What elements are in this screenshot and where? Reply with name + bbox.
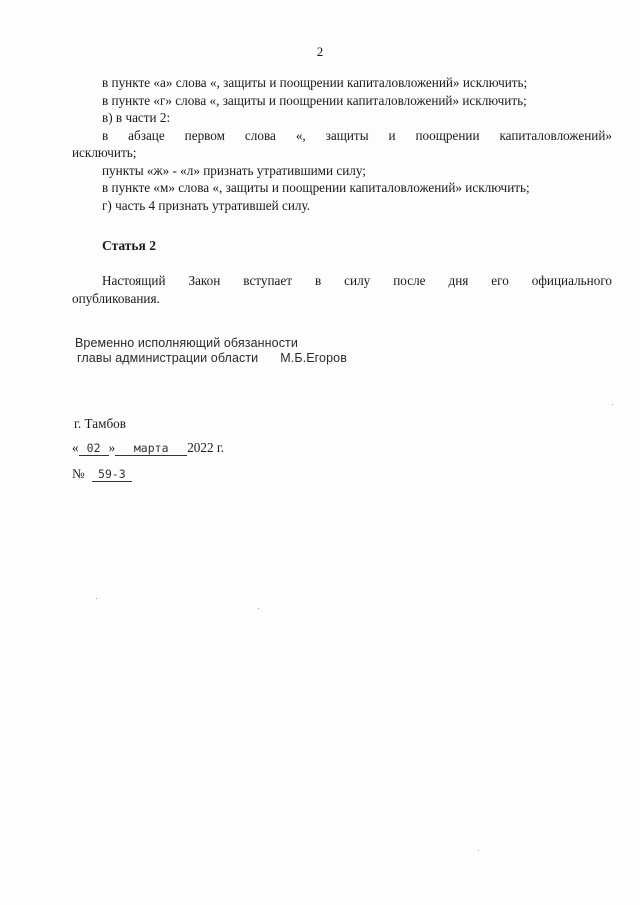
date-close-quote: » [108,440,116,455]
amendment-item: в пункте «а» слова «, защиты и поощрении капиталовложений» исключить; [102,75,528,90]
signature-stamp [75,336,347,366]
place-of-signing: г. Тамбов [74,416,126,431]
date-open-quote: « [72,440,79,455]
law-number [72,466,132,482]
scan-speck [478,850,479,851]
scan-speck [612,404,613,405]
article-text-line: опубликования. [72,290,160,306]
amendment-item: в) в части 2: [102,110,171,125]
amendment-item: г) часть 4 признать утратившей силу. [102,197,311,213]
scan-speck [96,598,97,599]
amendment-item: пункты «ж» - «л» признать утратившими силу; [102,162,366,178]
signer-position-line: Временно исполняющий обязанности [75,336,298,350]
article-title: Статья 2 [102,238,156,253]
date-of-signing [72,440,224,456]
date-month: марта [115,442,187,456]
amendment-list [72,74,612,214]
article-text-line: Настоящий Закон вступает в силу после дня его официального [102,273,612,288]
signer-position-text: главы администрации области [77,351,259,365]
amendment-item: в пункте «г» слова «, защиты и поощрении капиталовложений» исключить; [102,92,527,108]
article-body [72,272,612,307]
law-number-value: 59-З [92,468,132,482]
amendment-item: в пункте «м» слова «, защиты и поощрении капиталовложений» исключить; [102,180,530,195]
date-day: 02 [79,442,109,456]
signer-name: М.Б.Егоров [280,351,347,365]
amendment-item: в абзаце первом слова «, защиты и поощрении капиталовложений» [102,127,612,143]
scan-speck [258,608,259,609]
page-number: 2 [316,44,324,59]
signer-position-line [75,351,347,366]
number-sign: № [72,466,85,481]
date-year: 2022 г. [187,440,225,455]
amendment-item-continuation: исключить; [72,145,137,160]
